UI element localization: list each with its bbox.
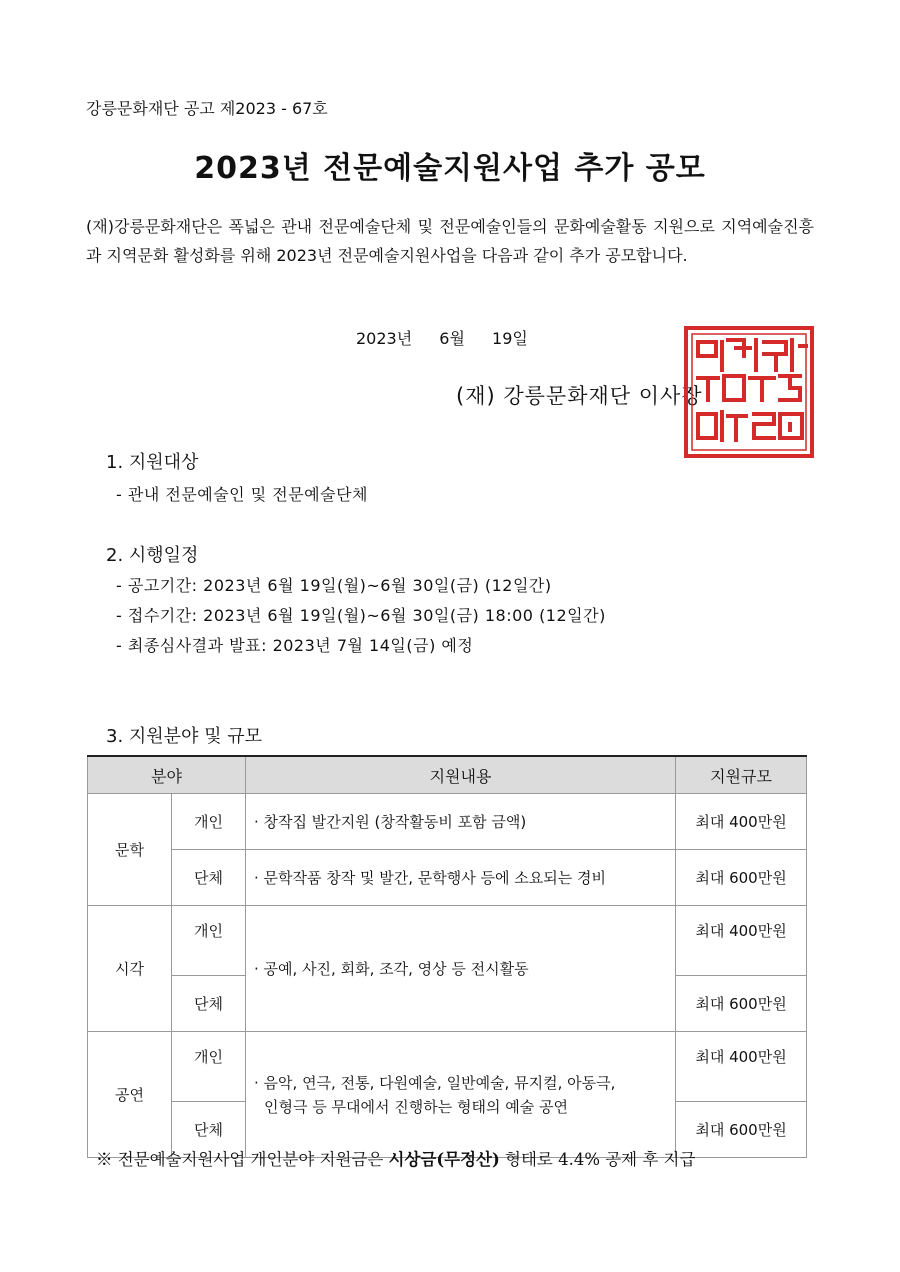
table-row <box>88 794 807 850</box>
performance-content <box>246 1032 676 1158</box>
intro-paragraph: (재)강릉문화재단은 폭넓은 관내 전문예술단체 및 전문예술인들의 문화예술활동 지원으로 지역예술진흥과 지역문화 활성화를 위해 2023년 전문예술지원사업을 다음과 같이 추가 공모합니다. <box>86 217 814 265</box>
type-group: 단체 <box>172 1102 246 1158</box>
performance-group-scale: 최대 600만원 <box>676 1102 807 1158</box>
header-field: 분야 <box>88 756 246 794</box>
date-year: 2023년 <box>356 329 413 348</box>
section-1-item: - 관내 전문예술인 및 전문예술단체 <box>116 485 369 504</box>
notice-date <box>356 326 550 349</box>
visual-content: · 공예, 사진, 회화, 조각, 영상 등 전시활동 <box>246 906 676 1032</box>
table-header-row <box>88 756 807 794</box>
literature-individual-scale: 최대 400만원 <box>676 794 807 850</box>
table-row <box>88 906 807 976</box>
visual-group-scale: 최대 600만원 <box>676 976 807 1032</box>
footnote-suffix: 형태로 4.4% 공제 후 지급 <box>499 1150 696 1169</box>
document-title: 2023년 전문예술지원사업 추가 공모 <box>194 151 706 186</box>
field-literature: 문학 <box>88 794 172 906</box>
section-1-title: 1. 지원대상 <box>106 452 199 473</box>
date-day: 19일 <box>492 329 528 348</box>
literature-individual-content: · 창작집 발간지원 (창작활동비 포함 금액) <box>246 794 676 850</box>
literature-group-scale: 최대 600만원 <box>676 850 807 906</box>
table-row <box>88 1032 807 1102</box>
schedule-result-announcement: - 최종심사결과 발표: 2023년 7월 14일(금) 예정 <box>116 636 474 655</box>
section-3-title: 3. 지원분야 및 규모 <box>106 726 263 747</box>
type-individual: 개인 <box>172 906 246 976</box>
table-row <box>88 850 807 906</box>
type-individual: 개인 <box>172 1032 246 1102</box>
notice-number: 강릉문화재단 공고 제2023 - 67호 <box>86 99 328 118</box>
literature-group-content: · 문학작품 창작 및 발간, 문학행사 등에 소요되는 경비 <box>246 850 676 906</box>
type-group: 단체 <box>172 976 246 1032</box>
header-scale: 지원규모 <box>676 756 807 794</box>
footnote-prefix: ※ 전문예술지원사업 개인분야 지원금은 <box>96 1150 389 1169</box>
visual-individual-scale: 최대 400만원 <box>676 906 807 976</box>
support-table <box>87 755 807 1158</box>
type-group: 단체 <box>172 850 246 906</box>
schedule-notice-period: - 공고기간: 2023년 6월 19일(월)~6월 30일(금) (12일간) <box>116 576 552 595</box>
footnote <box>96 1146 695 1170</box>
official-seal <box>684 326 814 458</box>
section-2-title: 2. 시행일정 <box>106 545 199 566</box>
schedule-submission-period: - 접수기간: 2023년 6월 19일(월)~6월 30일(금) 18:00 (12일간) <box>116 606 606 625</box>
performance-content-line1: · 음악, 연극, 전통, 다원예술, 일반예술, 뮤지컬, 아동극, <box>254 1073 616 1092</box>
field-visual: 시각 <box>88 906 172 1032</box>
performance-content-line2: 인형극 등 무대에서 진행하는 형태의 예술 공연 <box>264 1097 568 1116</box>
header-content: 지원내용 <box>246 756 676 794</box>
performance-individual-scale: 최대 400만원 <box>676 1032 807 1102</box>
type-individual: 개인 <box>172 794 246 850</box>
issuer-name: (재) 강릉문화재단 이사장 <box>456 384 703 408</box>
footnote-emphasis: 시상금(무정산) <box>388 1150 500 1169</box>
date-month: 6월 <box>439 329 465 348</box>
field-performance: 공연 <box>88 1032 172 1158</box>
